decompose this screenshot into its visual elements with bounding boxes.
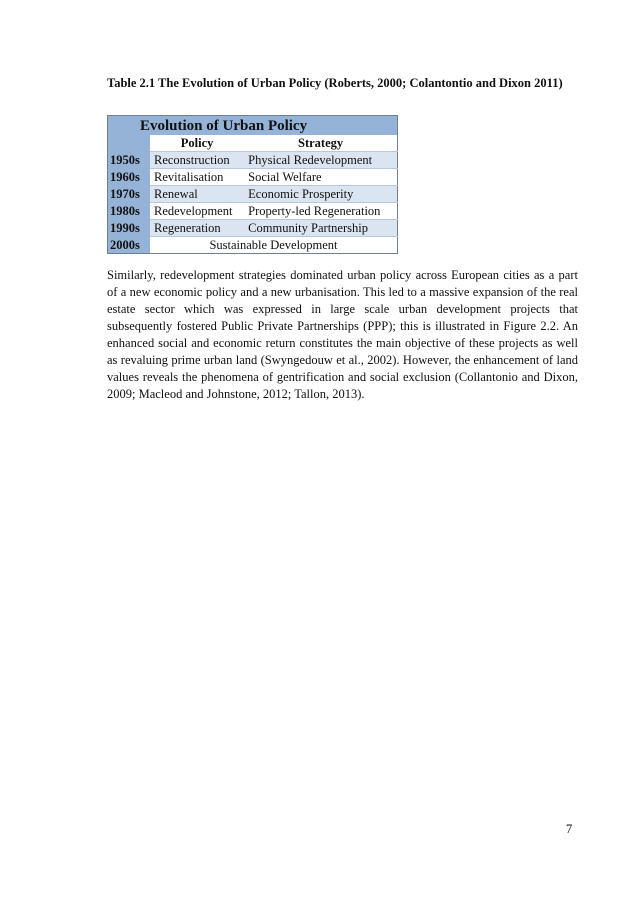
row-year: 1960s — [108, 169, 151, 186]
row-strategy: Social Welfare — [244, 169, 397, 186]
row-year: 2000s — [108, 237, 151, 254]
urban-policy-table — [107, 115, 398, 254]
table-row — [108, 220, 398, 237]
table-row — [108, 203, 398, 220]
row-strategy: Economic Prosperity — [244, 186, 397, 203]
table-header-row — [108, 135, 398, 152]
header-year-cell — [108, 135, 151, 152]
row-policy: Revitalisation — [150, 169, 244, 186]
table-row — [108, 169, 398, 186]
row-merged: Sustainable Development — [150, 237, 398, 254]
row-year: 1950s — [108, 152, 151, 169]
table-row — [108, 186, 398, 203]
row-year: 1990s — [108, 220, 151, 237]
row-policy: Regeneration — [150, 220, 244, 237]
row-policy: Renewal — [150, 186, 244, 203]
row-strategy: Community Partnership — [244, 220, 397, 237]
row-strategy: Property-led Regeneration — [244, 203, 397, 220]
row-strategy: Physical Redevelopment — [244, 152, 397, 169]
body-paragraph: Similarly, redevelopment strategies dominated urban policy across European cities as a part of a new economic policy and a new urbanisation. This led to a massive expansion of the real estate sector which was expressed in large scale urban development projects that subsequently fostered Public Private Partnerships (PPP); this is illustrated in Figure 2.2. An enhanced social and economic return constitutes the main objective of these projects as well as revaluing prime urban land (Swyngedouw et al., 2002). However, the enhancement of land values reveals the phenomena of gentrification and social exclusion (Collantonio and Dixon, 2009; Macleod and Johnstone, 2012; Tallon, 2013). — [107, 268, 578, 401]
row-year: 1980s — [108, 203, 151, 220]
row-year: 1970s — [108, 186, 151, 203]
table-row — [108, 152, 398, 169]
header-strategy: Strategy — [298, 136, 344, 150]
table-title-row — [108, 116, 398, 136]
page-number: 7 — [566, 822, 573, 836]
table-row-last — [108, 237, 398, 254]
header-policy: Policy — [180, 136, 214, 150]
row-policy: Reconstruction — [150, 152, 244, 169]
row-policy: Redevelopment — [150, 203, 244, 220]
table-caption: Table 2.1 The Evolution of Urban Policy (Roberts, 2000; Colantontio and Dixon 2011) — [107, 76, 563, 90]
table-title: Evolution of Urban Policy — [108, 116, 398, 136]
